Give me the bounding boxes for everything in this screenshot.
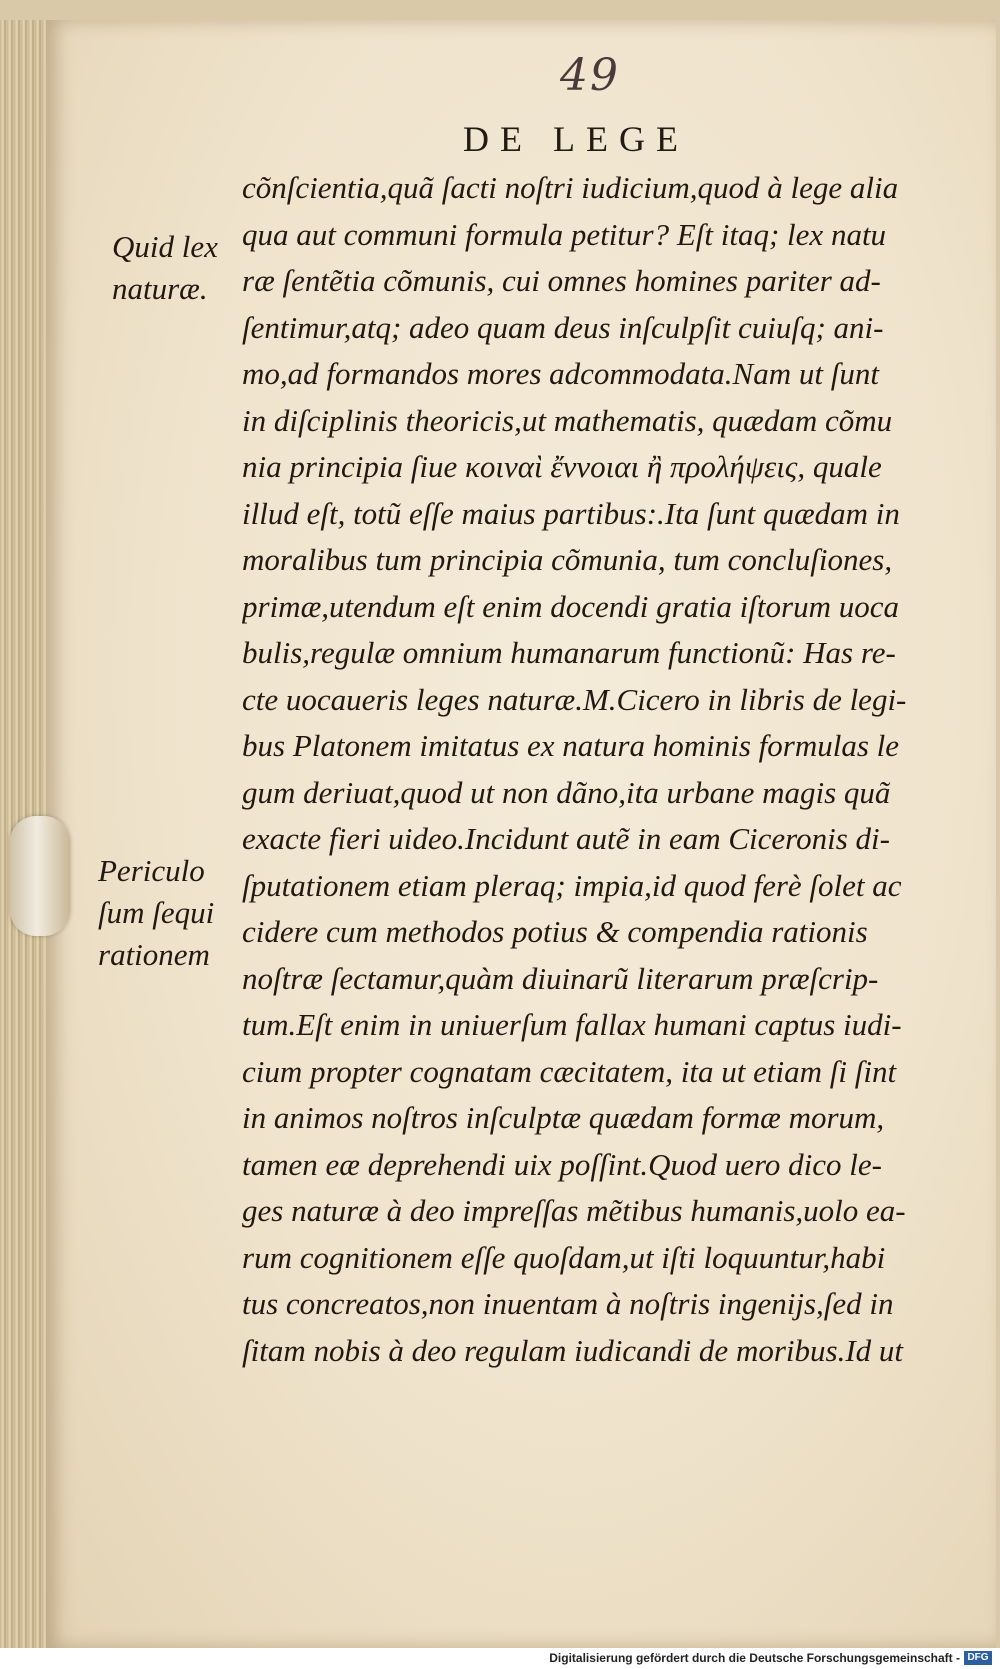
text-line: ges naturæ à deo impreſſas mẽtibus humanis,uolo ea- [242,1193,906,1228]
text-line: tus concreatos,non inuentam à noſtris ingenijs,ſed in [242,1286,894,1321]
text-line: cium propter cognatam cæcitatem, ita ut etiam ſi ſint [242,1053,897,1089]
marginal-note-line: Quid lex [112,229,218,264]
text-line: cõnſcientia,quã ſacti noſtri iudicium,quod à lege alia [242,170,899,205]
folio-number: 49 [560,50,620,101]
marginal-note-line: ſum ſequi [98,895,215,930]
text-line: cidere cum methodos potius & compendia rationis [242,914,868,949]
running-head: DE LEGE [463,119,689,159]
text-line: illud eſt, totũ eſſe maius partibus:.Ita ſunt quædam in [242,495,900,531]
text-line: ſputationem etiam pleraq; impia,id quod ferè ſolet ac [242,867,902,903]
text-line: rum cognitionem eſſe quoſdam,ut iſti loquuntur,habi [242,1239,886,1275]
marginal-note-line: rationem [98,937,210,972]
dfg-logo: DFG [964,1651,992,1665]
text-line: bus Platonem imitatus ex natura hominis formulas le [242,728,900,763]
text-line: tamen eæ deprehendi uix poſſint.Quod uero dico le- [242,1146,882,1182]
text-line: ſentimur,atq; adeo quam deus inſculpſit cuiuſq; ani- [242,309,884,345]
text-line: gum deriuat,quod ut non dãno,ita urbane magis quã [242,774,891,810]
marginal-note [112,226,218,310]
text-line: in diſciplinis theoricis,ut mathematis, quædam cõmu [242,402,893,438]
text-line: mo,ad formandos mores adcommodata.Nam ut ſunt [242,356,879,391]
text-line: tum.Eſt enim in uniuerſum fallax humani captus iudi- [242,1007,902,1042]
text-line: cte uocaueris leges naturæ.M.Cicero in libris de legi- [242,681,907,717]
marginal-note-line: Periculo [98,853,205,888]
footer-bar [0,1648,1000,1669]
digitization-credit: Digitalisierung gefördert durch die Deutsche Forschungsgemeinschaft - [549,1651,960,1665]
text-line: primæ,utendum eſt enim docendi gratia iſtorum uoca [242,588,899,624]
text-line: moralibus tum principia cõmunia, tum concluſiones, [242,542,893,577]
body-text [242,165,957,1374]
book-clasp [10,816,70,936]
text-line: ræ ſentẽtia cõmunis, cui omnes homines pariter ad- [242,263,881,298]
text-line: nia principia ſiue κοιναὶ ἔννοιαι ἢ προλήψεις, quale [242,449,882,484]
text-line: noſtræ ſectamur,quàm diuinarũ literarum præſcrip- [242,960,879,996]
text-line: ſitam nobis à deo regulam iudicandi de moribus.Id ut [242,1332,904,1368]
text-line: in animos noſtros inſculptæ quædam formæ morum, [242,1100,885,1135]
text-line: bulis,regulæ omnium humanarum functionũ: Has re- [242,635,896,670]
text-line: exacte fieri uideo.Incidunt autẽ in eam Ciceronis di- [242,821,890,856]
marginal-note [98,850,214,976]
marginal-note-line: naturæ. [112,271,208,306]
text-line: qua aut communi formula petitur? Eſt itaq; lex natu [242,216,887,252]
